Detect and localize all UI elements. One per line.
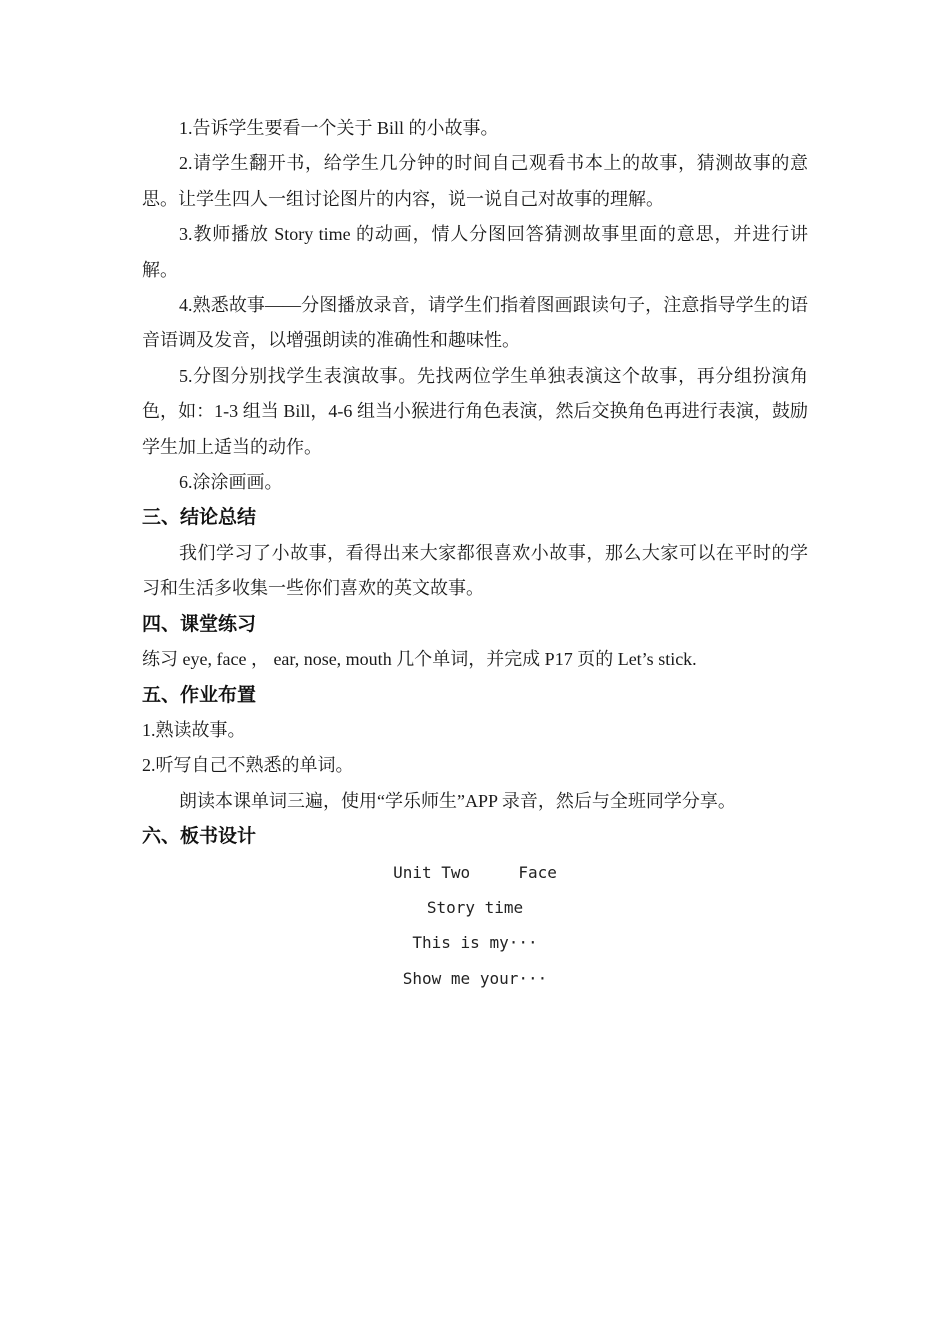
homework-item-1: 1.熟读故事。 — [142, 719, 246, 740]
section-heading-homework: 五、作业布置 — [142, 684, 257, 706]
board-line-story-time: Story time — [426, 897, 524, 917]
lesson-step-4: 4.熟悉故事——分图播放录音，请学生们指着图画跟读句子，注意指导学生的语音语调及发音，以增强朗读的准确性和趣味性。 — [142, 295, 808, 351]
section-heading-board-design: 六、板书设计 — [142, 826, 257, 848]
homework-reading-note: 朗读本课单词三遍，使用“学乐师生”APP 录音，然后与全班同学分享。 — [179, 790, 736, 811]
homework-item-2: 2.听写自己不熟悉的单词。 — [142, 755, 354, 776]
conclusion-paragraph: 我们学习了小故事，看得出来大家都很喜欢小故事，那么大家可以在平时的学习和生活多收集一些你们喜欢的英文故事。 — [142, 542, 808, 599]
board-line-show-me-your: Show me your··· — [402, 968, 548, 988]
lesson-step-3: 3.教师播放 Story time 的动画，情人分图回答猜测故事里面的意思，并进行讲解。 — [142, 224, 808, 280]
lesson-step-2: 2.请学生翻开书，给学生几分钟的时间自己观看书本上的故事，猜测故事的意思。让学生四人一组讨论图片的内容，说一说自己对故事的理解。 — [142, 153, 808, 209]
lesson-step-6: 6.涂涂画画。 — [179, 472, 283, 493]
lesson-step-5: 5.分图分别找学生表演故事。先找两位学生单独表演这个故事，再分组扮演角色，如：1-3 组当 Bill，4-6 组当小猴进行角色表演，然后交换角色再进行表演，鼓励学生加上适当的动作。 — [142, 365, 808, 457]
section-heading-classwork: 四、课堂练习 — [142, 613, 257, 635]
classwork-paragraph: 练习 eye, face ， ear, nose, mouth 几个单词，并完成 P17 页的 Let’s stick. — [142, 649, 697, 670]
board-line-this-is-my: This is my··· — [412, 933, 538, 953]
lesson-step-1: 1.告诉学生要看一个关于 Bill 的小故事。 — [179, 118, 499, 138]
board-line-unit-title: Unit Two Face — [393, 862, 557, 882]
section-heading-conclusion: 三、结论总结 — [142, 507, 257, 529]
